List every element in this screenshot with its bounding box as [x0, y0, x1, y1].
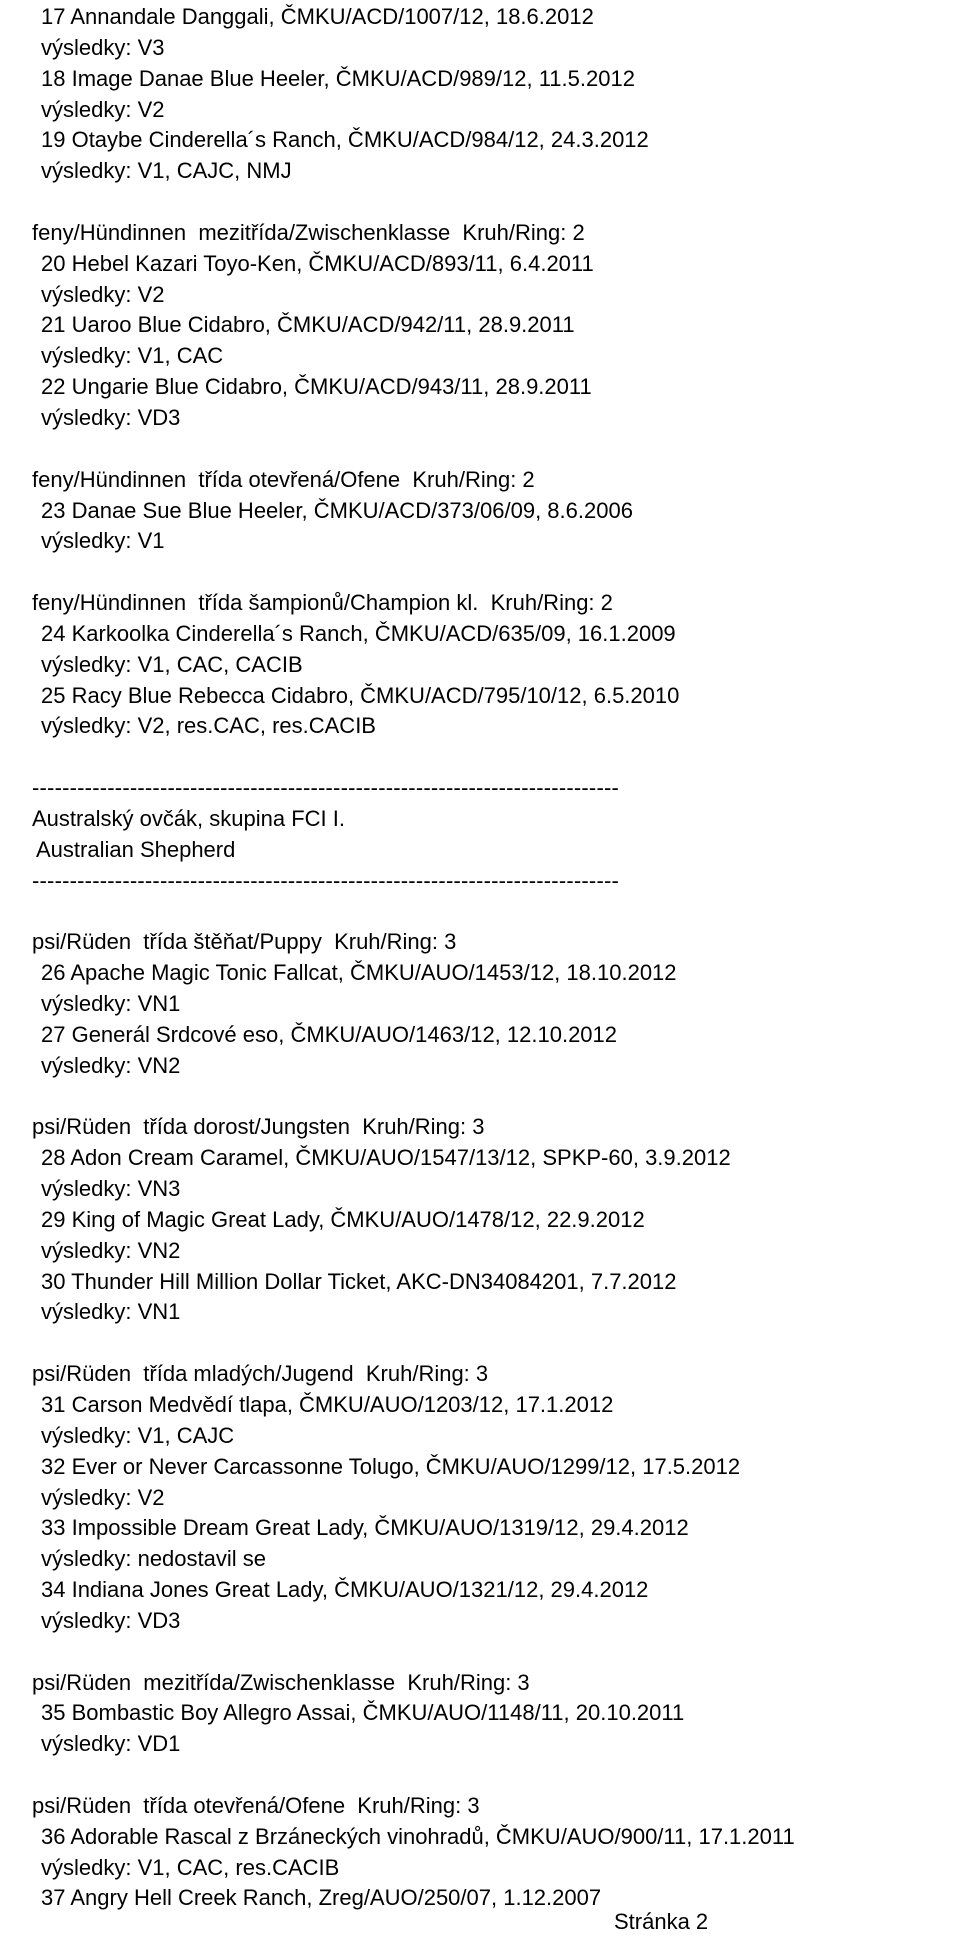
- dog-entry: 35 Bombastic Boy Allegro Assai, ČMKU/AUO/1148/11, 20.10.2011: [41, 1700, 685, 1726]
- result-line: výsledky: V1, CAC, res.CACIB: [41, 1854, 340, 1880]
- dog-entry: 23 Danae Sue Blue Heeler, ČMKU/ACD/373/06/09, 8.6.2006: [41, 497, 633, 523]
- class-header: psi/Rüden třída dorost/Jungsten Kruh/Ring: 3: [32, 1114, 485, 1140]
- class-header: feny/Hündinnen třída šampionů/Champion kl. Kruh/Ring: 2: [32, 590, 613, 616]
- dog-entry: 37 Angry Hell Creek Ranch, Zreg/AUO/250/07, 1.12.2007: [41, 1885, 602, 1911]
- blank-line: [0, 1760, 960, 1791]
- dog-entry: 32 Ever or Never Carcassonne Tolugo, ČMKU/AUO/1299/12, 17.5.2012: [41, 1453, 741, 1479]
- blank-line: [0, 187, 960, 218]
- result-line: výsledky: VN1: [41, 991, 181, 1016]
- dog-entry: 19 Otaybe Cinderella´s Ranch, ČMKU/ACD/984/12, 24.3.2012: [41, 127, 649, 153]
- dog-entry: 33 Impossible Dream Great Lady, ČMKU/AUO/1319/12, 29.4.2012: [41, 1515, 689, 1541]
- dog-entry: 30 Thunder Hill Million Dollar Ticket, AKC-DN34084201, 7.7.2012: [41, 1268, 677, 1294]
- result-line: výsledky: VN3: [41, 1176, 181, 1202]
- result-line: výsledky: V1, CAJC, NMJ: [41, 158, 292, 184]
- class-header: psi/Rüden mezitřída/Zwischenklasse Kruh/Ring: 3: [32, 1669, 530, 1695]
- blank-line: [0, 1637, 960, 1668]
- result-line: výsledky: V2, res.CAC, res.CACIB: [41, 713, 376, 739]
- divider-line: ------------------------------------------------------------------------------: [32, 867, 620, 893]
- blank-line: [0, 1082, 960, 1113]
- document-body: [0, 2, 960, 1914]
- result-line: výsledky: VD3: [41, 1607, 181, 1633]
- result-line: výsledky: V1, CAC, CACIB: [41, 651, 303, 677]
- dog-entry: 25 Racy Blue Rebecca Cidabro, ČMKU/ACD/795/10/12, 6.5.2010: [41, 682, 680, 708]
- dog-entry: 27 Generál Srdcové eso, ČMKU/AUO/1463/12, 12.10.2012: [41, 1021, 618, 1047]
- class-header: psi/Rüden třída štěňat/Puppy Kruh/Ring: 3: [32, 929, 457, 955]
- result-line: výsledky: V1, CAC: [41, 343, 224, 369]
- dog-entry: 18 Image Danae Blue Heeler, ČMKU/ACD/989/12, 11.5.2012: [41, 65, 635, 91]
- dog-entry: 36 Adorable Rascal z Brzáneckých vinohradů, ČMKU/AUO/900/11, 17.1.2011: [41, 1823, 795, 1849]
- dog-entry: 22 Ungarie Blue Cidabro, ČMKU/ACD/943/11, 28.9.2011: [41, 374, 592, 400]
- dog-entry: 34 Indiana Jones Great Lady, ČMKU/AUO/1321/12, 29.4.2012: [41, 1577, 649, 1603]
- class-header: feny/Hündinnen mezitřída/Zwischenklasse Kruh/Ring: 2: [32, 219, 585, 245]
- dog-entry: 21 Uaroo Blue Cidabro, ČMKU/ACD/942/11, 28.9.2011: [41, 312, 575, 338]
- class-header: psi/Rüden třída mladých/Jugend Kruh/Ring: 3: [32, 1361, 489, 1387]
- blank-line: [0, 1328, 960, 1359]
- result-line: výsledky: VD1: [41, 1731, 181, 1757]
- class-header: psi/Rüden třída otevřená/Ofene Kruh/Ring: 3: [32, 1792, 480, 1818]
- page-number: Stránka 2: [614, 1909, 709, 1934]
- blank-line: [0, 742, 960, 773]
- divider-line: ------------------------------------------------------------------------------: [32, 775, 620, 801]
- breed-subtitle: Australian Shepherd: [36, 836, 236, 862]
- blank-line: [0, 557, 960, 588]
- dog-entry: 28 Adon Cream Caramel, ČMKU/AUO/1547/13/12, SPKP-60, 3.9.2012: [41, 1145, 731, 1171]
- dog-entry: 17 Annandale Danggali, ČMKU/ACD/1007/12, 18.6.2012: [41, 4, 594, 29]
- breed-title: Australský ovčák, skupina FCI I.: [32, 805, 345, 831]
- dog-entry: 31 Carson Medvědí tlapa, ČMKU/AUO/1203/12, 17.1.2012: [41, 1391, 614, 1417]
- result-line: výsledky: V1: [41, 528, 165, 554]
- result-line: výsledky: V2: [41, 1484, 165, 1510]
- dog-entry: 29 King of Magic Great Lady, ČMKU/AUO/1478/12, 22.9.2012: [41, 1206, 645, 1232]
- blank-line: [0, 434, 960, 465]
- dog-entry: 24 Karkoolka Cinderella´s Ranch, ČMKU/ACD/635/09, 16.1.2009: [41, 620, 676, 646]
- result-line: výsledky: V3: [41, 34, 165, 60]
- dog-entry: 26 Apache Magic Tonic Fallcat, ČMKU/AUO/1453/12, 18.10.2012: [41, 960, 677, 986]
- result-line: výsledky: VN2: [41, 1052, 181, 1078]
- class-header: feny/Hündinnen třída otevřená/Ofene Kruh/Ring: 2: [32, 466, 535, 492]
- blank-line: [0, 896, 960, 927]
- result-line: výsledky: VD3: [41, 404, 181, 430]
- result-line: výsledky: nedostavil se: [41, 1546, 266, 1572]
- result-line: výsledky: V2: [41, 96, 165, 122]
- result-line: výsledky: V1, CAJC: [41, 1422, 235, 1448]
- result-line: výsledky: VN1: [41, 1299, 181, 1325]
- result-line: výsledky: V2: [41, 281, 165, 307]
- result-line: výsledky: VN2: [41, 1237, 181, 1263]
- dog-entry: 20 Hebel Kazari Toyo-Ken, ČMKU/ACD/893/11, 6.4.2011: [41, 250, 594, 276]
